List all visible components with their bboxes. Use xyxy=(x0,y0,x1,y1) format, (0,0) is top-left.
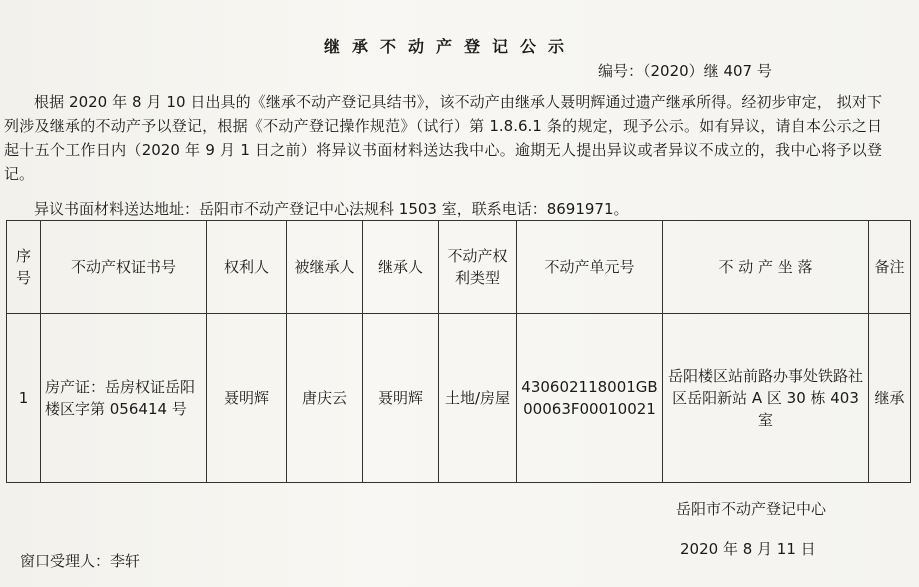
table-header-row xyxy=(7,221,911,314)
header-seq: 序号 xyxy=(7,221,41,314)
header-decedent: 被继承人 xyxy=(287,221,363,314)
issue-date: 2020 年 8 月 11 日 xyxy=(680,540,816,558)
header-right-type: 不动产权利类型 xyxy=(439,221,517,314)
cell-owner: 聂明辉 xyxy=(207,314,287,483)
notice-body-paragraph: 根据 2020 年 8 月 10 日出具的《继承不动产登记具结书》，该不动产由继承人聂明辉通过遗产继承所得。经初步审定， 拟对下列涉及继承的不动产予以登记，根据《不动产登记操作规范》（试行）第 1.8.6.1 条的规定，现予公示。如有异议，请自本公示之日起十五个工作日内（2020 年 9 月 1 日之前）将异议书面材料送达我中心。逾期无人提出异议或者异议不成立的，我中心将予以登记。 xyxy=(4,93,882,183)
document-title: 继承不动产登记公示 xyxy=(323,37,576,56)
cell-location: 岳阳楼区站前路办事处铁路社区岳阳新站 A 区 30 栋 403 室 xyxy=(663,314,869,483)
table-row xyxy=(7,314,911,483)
cell-cert-no: 房产证：岳房权证岳阳楼区字第 056414 号 xyxy=(41,314,207,483)
property-notice-table xyxy=(6,220,911,483)
cell-seq: 1 xyxy=(7,314,41,483)
header-unit-no: 不动产单元号 xyxy=(517,221,663,314)
issuing-organization: 岳阳市不动产登记中心 xyxy=(676,500,827,518)
header-heir: 继承人 xyxy=(363,221,439,314)
document-number: 编号：（2020）继 407 号 xyxy=(598,62,772,80)
objection-address-line: 异议书面材料送达地址：岳阳市不动产登记中心法规科 1503 室，联系电话：8691971。 xyxy=(34,200,629,218)
cell-unit-no: 430602118001GB00063F00010021 xyxy=(517,314,663,483)
header-location: 不 动 产 坐 落 xyxy=(663,221,869,314)
cell-heir: 聂明辉 xyxy=(363,314,439,483)
cell-right-type: 土地/房屋 xyxy=(439,314,517,483)
header-remark: 备注 xyxy=(869,221,911,314)
window-receiver: 窗口受理人：李轩 xyxy=(20,552,141,570)
header-owner: 权利人 xyxy=(207,221,287,314)
cell-decedent: 唐庆云 xyxy=(287,314,363,483)
header-cert-no: 不动产权证书号 xyxy=(41,221,207,314)
cell-remark: 继承 xyxy=(869,314,911,483)
